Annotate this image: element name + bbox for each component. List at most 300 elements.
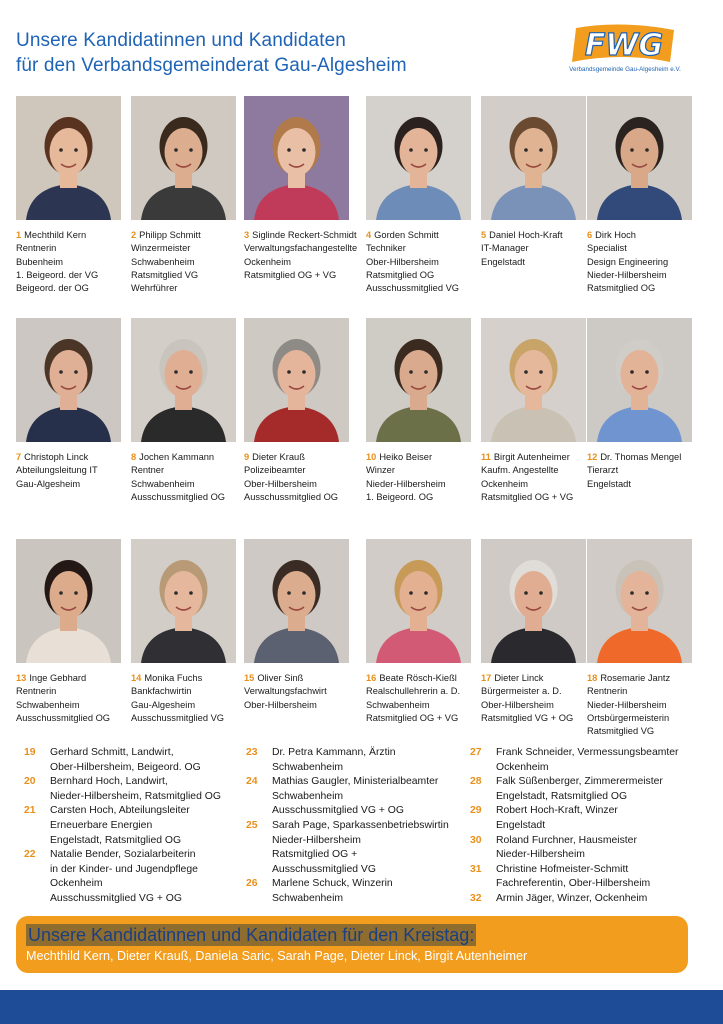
- candidate-detail-line: Bankfachwirtin: [131, 686, 192, 697]
- candidate-detail-line: Tierarzt: [587, 465, 619, 476]
- portrait-illustration: [366, 318, 471, 442]
- portrait-illustration: [131, 96, 236, 220]
- list-item-number: 32: [470, 892, 482, 904]
- portrait-illustration: [481, 96, 586, 220]
- candidate-detail-line: Nieder-Hilbersheim: [366, 478, 446, 489]
- list-item-line: Fachreferentin, Ober-Hilbersheim: [496, 878, 651, 890]
- candidate-number: 15: [244, 673, 255, 683]
- list-item: [24, 746, 244, 775]
- candidate-number: 7: [16, 452, 22, 462]
- candidate-info: [131, 672, 243, 725]
- list-item-number: 26: [246, 878, 258, 890]
- candidate-info: [587, 451, 699, 491]
- list-item-number: 24: [246, 776, 258, 788]
- candidate-photo: [366, 96, 471, 220]
- portrait-face: [278, 128, 316, 176]
- candidate-detail-line: Ober-Hilbersheim: [481, 699, 554, 710]
- portrait-face: [50, 350, 88, 398]
- list-item-number: 23: [246, 747, 258, 758]
- kreistag-names: Mechthild Kern, Dieter Krauß, Daniela Saric, Sarah Page, Dieter Linck, Birgit Autenheimer: [26, 949, 528, 963]
- list-item-number: 30: [470, 834, 482, 846]
- candidate-name-line: [244, 672, 356, 685]
- candidate-name: Rosemarie Jantz: [600, 673, 671, 683]
- candidate-info: [481, 229, 593, 269]
- list-item: [24, 848, 244, 906]
- portrait-face: [515, 350, 553, 398]
- candidate-name-line: [16, 229, 128, 242]
- candidate-card: [244, 318, 356, 504]
- portrait-eye-right: [74, 370, 78, 374]
- fwg-wordmark: FWG: [584, 28, 664, 63]
- candidate-detail-line: Wehrführer: [131, 283, 178, 294]
- page-title-line2: für den Verbandsgemeinderat Gau-Algesheim: [16, 55, 407, 76]
- portrait-illustration: [244, 318, 349, 442]
- candidate-name-line: [244, 451, 356, 464]
- portrait-eye-left: [59, 591, 63, 595]
- list-item-line: Bernhard Hoch, Landwirt,: [50, 776, 168, 788]
- portrait-illustration: [244, 96, 349, 220]
- candidate-detail-line: 1. Beigeord. OG: [366, 491, 434, 502]
- candidate-info: [244, 672, 356, 712]
- candidate-name: Daniel Hoch-Kraft: [489, 230, 563, 240]
- portrait-eye-left: [287, 148, 291, 152]
- portrait-face: [621, 128, 659, 176]
- page-title-line1: Unsere Kandidatinnen und Kandidaten: [16, 30, 346, 51]
- portrait-illustration: [244, 539, 349, 663]
- candidate-card: [587, 96, 699, 295]
- candidate-name: Dieter Krauß: [252, 452, 305, 462]
- portrait-eye-left: [174, 370, 178, 374]
- candidate-name-line: [587, 229, 699, 242]
- candidate-number: 3: [244, 230, 250, 240]
- candidate-number: 13: [16, 673, 27, 683]
- list-item-line: Sarah Page, Sparkassenbetriebswirtin: [272, 819, 449, 831]
- list-item-line: Schwabenheim: [272, 761, 344, 773]
- candidate-detail-line: Ober-Hilbersheim: [244, 478, 317, 489]
- candidate-name: Gorden Schmitt: [374, 230, 439, 240]
- portrait-eye-right: [189, 591, 193, 595]
- candidate-card: [131, 96, 243, 295]
- candidate-row: [16, 96, 696, 306]
- list-item-line: Mathias Gaugler, Ministerialbeamter: [272, 776, 439, 788]
- portrait-eye-left: [287, 591, 291, 595]
- portrait-illustration: [16, 96, 121, 220]
- candidate-detail-line: Abteilungsleitung IT: [16, 465, 98, 476]
- candidate-detail-line: Kaufm. Angestellte: [481, 465, 559, 476]
- portrait-face: [165, 350, 203, 398]
- candidate-name-line: [366, 229, 478, 242]
- candidate-photo: [481, 96, 586, 220]
- candidate-photo: [587, 539, 692, 663]
- candidate-card: [587, 539, 699, 738]
- candidate-detail-line: Ratsmitglied VG: [131, 269, 199, 280]
- portrait-eye-right: [74, 148, 78, 152]
- list-item-line: Carsten Hoch, Abteilungsleiter: [50, 805, 190, 817]
- candidate-detail-line: Rentner: [131, 465, 165, 476]
- candidate-detail-line: Ober-Hilbersheim: [366, 256, 439, 267]
- candidate-detail-line: Bubenheim: [16, 256, 64, 267]
- candidate-number: 16: [366, 673, 377, 683]
- list-item: [24, 775, 244, 804]
- list-item-line: Marlene Schuck, Winzerin: [272, 878, 393, 890]
- candidate-photo: [16, 318, 121, 442]
- portrait-illustration: [587, 318, 692, 442]
- portrait-face: [400, 128, 438, 176]
- candidate-detail-line: Ockenheim: [244, 256, 292, 267]
- page-title: [16, 28, 536, 78]
- candidate-card: [366, 318, 478, 504]
- candidate-photo: [481, 318, 586, 442]
- list-item-line: Ausschussmitglied VG + OG: [50, 892, 182, 904]
- candidate-name-line: [587, 451, 699, 464]
- candidate-number: 11: [481, 452, 491, 462]
- candidate-photo: [16, 96, 121, 220]
- list-item-line: in der Kinder- und Jugendpflege: [50, 863, 198, 875]
- candidate-name-line: [481, 451, 593, 464]
- candidate-detail-line: Rentnerin: [16, 243, 57, 254]
- candidate-card: [481, 318, 593, 504]
- portrait-eye-left: [59, 370, 63, 374]
- candidate-photo: [131, 539, 236, 663]
- candidate-detail-line: Polizeibeamter: [244, 465, 306, 476]
- candidate-detail-line: Ausschussmitglied OG: [16, 712, 111, 723]
- list-item-line: Nieder-Hilbersheim: [272, 834, 361, 846]
- portrait-face: [165, 128, 203, 176]
- candidate-name-line: [587, 672, 699, 685]
- portrait-face: [515, 571, 553, 619]
- candidate-row: [16, 539, 696, 749]
- list-item-line: Dr. Petra Kammann, Ärztin: [272, 747, 396, 758]
- candidate-detail-line: Engelstadt: [481, 256, 525, 267]
- list-item-line: Armin Jäger, Winzer, Ockenheim: [496, 892, 648, 904]
- candidate-detail-line: Gau-Algesheim: [131, 699, 196, 710]
- candidate-number: 17: [481, 673, 492, 683]
- candidate-photo: [244, 96, 349, 220]
- candidate-name: Beate Rösch-Kießl: [379, 673, 457, 683]
- candidate-detail-line: Techniker: [366, 243, 406, 254]
- candidate-detail-line: Ratsmitglied OG + VG: [481, 491, 574, 502]
- candidate-photo: [587, 96, 692, 220]
- list-item-line: Robert Hoch-Kraft, Winzer: [496, 805, 618, 817]
- list-item-line: Schwabenheim: [272, 790, 344, 802]
- candidate-detail-line: Schwabenheim: [131, 478, 195, 489]
- list-item-line: Engelstadt, Ratsmitglied OG: [50, 834, 182, 846]
- candidate-name-line: [16, 672, 128, 685]
- portrait-illustration: [481, 539, 586, 663]
- list-item: [470, 834, 700, 863]
- candidate-detail-line: Rentnerin: [587, 686, 628, 697]
- portrait-eye-left: [630, 148, 634, 152]
- candidate-card: [587, 318, 699, 491]
- candidate-detail-line: Design Engineering: [587, 256, 669, 267]
- candidate-number: 2: [131, 230, 137, 240]
- candidate-name-line: [131, 672, 243, 685]
- candidate-name-line: [366, 672, 478, 685]
- candidate-detail-line: Ratsmitglied OG + VG: [366, 712, 459, 723]
- candidate-detail-line: Gau-Algesheim: [16, 478, 81, 489]
- candidate-detail-line: Ober-Hilbersheim: [244, 699, 317, 710]
- portrait-eye-right: [302, 148, 306, 152]
- portrait-illustration: [16, 318, 121, 442]
- candidate-detail-line: Specialist: [587, 243, 627, 254]
- portrait-illustration: [366, 96, 471, 220]
- portrait-illustration: [131, 539, 236, 663]
- candidate-detail-line: Verwaltungsfachangestellte: [244, 243, 358, 254]
- candidate-number: 18: [587, 673, 598, 683]
- list-item-line: Frank Schneider, Vermessungsbeamter: [496, 747, 679, 758]
- candidate-name: Monika Fuchs: [144, 673, 203, 683]
- list-item: [470, 746, 700, 775]
- portrait-face: [50, 571, 88, 619]
- fwg-logo-mark: [570, 22, 678, 66]
- portrait-eye-left: [524, 370, 528, 374]
- list-item-line: Ockenheim: [496, 761, 549, 773]
- candidate-name-line: [131, 451, 243, 464]
- candidate-card: [366, 96, 478, 295]
- fwg-logo-subtitle: Verbandsgemeinde Gau-Algesheim e.V.: [569, 66, 681, 73]
- candidate-detail-line: Ratsmitglied OG: [587, 283, 656, 294]
- list-item-number: 21: [24, 805, 36, 817]
- candidate-number: 9: [244, 452, 250, 462]
- portrait-eye-left: [630, 591, 634, 595]
- portrait-eye-right: [189, 370, 193, 374]
- portrait-eye-right: [74, 591, 78, 595]
- candidate-name: Dr. Thomas Mengel: [600, 452, 682, 462]
- list-item-line: Ockenheim: [50, 878, 103, 890]
- candidate-info: [587, 229, 699, 295]
- candidate-photo: [131, 96, 236, 220]
- portrait-eye-left: [409, 148, 413, 152]
- portrait-eye-right: [645, 370, 649, 374]
- candidate-detail-line: Schwabenheim: [16, 699, 80, 710]
- candidate-photo: [244, 539, 349, 663]
- list-item-line: Nieder-Hilbersheim, Ratsmitglied OG: [50, 790, 221, 802]
- list-item: [470, 804, 700, 833]
- portrait-eye-right: [645, 591, 649, 595]
- candidate-detail-line: Ortsbürgermeisterin: [587, 712, 670, 723]
- candidate-detail-line: Ausschussmitglied OG: [131, 491, 226, 502]
- candidate-detail-line: 1. Beigeord. der VG: [16, 269, 99, 280]
- candidate-name: Inge Gebhard: [29, 673, 87, 683]
- candidate-card: [366, 539, 478, 725]
- portrait-illustration: [587, 539, 692, 663]
- candidate-info: [366, 451, 478, 504]
- candidate-name: Birgit Autenheimer: [493, 452, 570, 462]
- portrait-eye-right: [424, 148, 428, 152]
- candidate-photo: [244, 318, 349, 442]
- portrait-eye-right: [302, 370, 306, 374]
- candidate-name-line: [16, 451, 128, 464]
- candidate-card: [244, 96, 356, 282]
- candidate-card: [16, 318, 128, 491]
- candidate-info: [481, 451, 593, 504]
- candidate-detail-line: Ratsmitglied VG: [587, 726, 655, 737]
- candidate-info: [131, 451, 243, 504]
- candidate-detail-line: Nieder-Hilbersheim: [587, 699, 667, 710]
- candidate-detail-line: Winzermeister: [131, 243, 191, 254]
- list-item-line: Erneuerbare Energien: [50, 819, 153, 831]
- list-item-number: 25: [246, 819, 258, 831]
- list-item-line: Ratsmitglied OG +: [272, 849, 358, 861]
- candidate-info: [366, 672, 478, 725]
- list-item-line: Falk Süßenberger, Zimmerermeister: [496, 776, 663, 788]
- portrait-face: [278, 571, 316, 619]
- candidate-detail-line: Verwaltungsfachwirt: [244, 686, 327, 697]
- candidate-card: [131, 318, 243, 504]
- candidate-detail-line: Ausschussmitglied OG: [244, 491, 339, 502]
- list-item-line: Christine Hofmeister-Schmitt: [496, 863, 629, 875]
- candidate-detail-line: Ausschussmitglied VG: [366, 283, 460, 294]
- candidate-detail-line: IT-Manager: [481, 243, 529, 254]
- candidate-number: 14: [131, 673, 142, 683]
- fwg-logo: [566, 22, 684, 78]
- candidate-number: 4: [366, 230, 372, 240]
- candidate-detail-line: Beigeord. der OG: [16, 283, 89, 294]
- candidate-name-line: [481, 229, 593, 242]
- candidate-info: [244, 229, 356, 282]
- list-item-number: 29: [470, 805, 482, 817]
- candidate-photo: [481, 539, 586, 663]
- candidate-name: Heiko Beiser: [379, 452, 433, 462]
- candidate-card: [481, 96, 593, 269]
- candidate-detail-line: Rentnerin: [16, 686, 57, 697]
- candidate-list-column-2: [246, 746, 470, 907]
- portrait-face: [400, 350, 438, 398]
- list-item-line: Gerhard Schmitt, Landwirt,: [50, 747, 174, 758]
- portrait-eye-left: [409, 370, 413, 374]
- portrait-illustration: [131, 318, 236, 442]
- candidate-detail-line: Ausschussmitglied VG: [131, 712, 225, 723]
- candidate-detail-line: Schwabenheim: [366, 699, 430, 710]
- candidate-number: 1: [16, 230, 22, 240]
- portrait-eye-left: [524, 148, 528, 152]
- candidate-detail-line: Winzer: [366, 465, 395, 476]
- kreistag-box: [16, 916, 688, 973]
- candidate-name: Christoph Linck: [24, 452, 89, 462]
- candidate-name-line: [244, 229, 356, 242]
- portrait-eye-left: [287, 370, 291, 374]
- candidate-row: [16, 318, 696, 528]
- candidate-card: [481, 539, 593, 725]
- list-item: [246, 746, 470, 775]
- candidate-list-column-3: [470, 746, 700, 907]
- list-item: [246, 877, 470, 906]
- list-item-line: Engelstadt, Ratsmitglied OG: [496, 790, 628, 802]
- candidate-name: Dirk Hoch: [595, 230, 636, 240]
- candidate-card: [16, 539, 128, 725]
- candidate-info: [131, 229, 243, 295]
- candidate-info: [244, 451, 356, 504]
- portrait-face: [165, 571, 203, 619]
- list-item-line: Ober-Hilbersheim, Beigeord. OG: [50, 761, 201, 773]
- portrait-eye-right: [302, 591, 306, 595]
- list-item-number: 20: [24, 776, 36, 788]
- candidate-info: [587, 672, 699, 738]
- candidate-photo: [366, 539, 471, 663]
- portrait-face: [278, 350, 316, 398]
- list-item-line: Roland Furchner, Hausmeister: [496, 834, 637, 846]
- portrait-eye-left: [409, 591, 413, 595]
- portrait-illustration: [481, 318, 586, 442]
- portrait-eye-right: [645, 148, 649, 152]
- portrait-face: [400, 571, 438, 619]
- candidate-name: Dieter Linck: [494, 673, 544, 683]
- portrait-illustration: [366, 539, 471, 663]
- candidate-card: [244, 539, 356, 712]
- list-item: [470, 775, 700, 804]
- portrait-face: [621, 350, 659, 398]
- candidate-name-line: [366, 451, 478, 464]
- portrait-eye-left: [174, 148, 178, 152]
- candidate-info: [16, 451, 128, 491]
- candidate-card: [131, 539, 243, 725]
- footer-bar: [0, 990, 723, 1024]
- portrait-eye-right: [424, 370, 428, 374]
- candidate-number: 6: [587, 230, 593, 240]
- candidate-name-line: [481, 672, 593, 685]
- candidate-info: [481, 672, 593, 725]
- candidate-name-line: [131, 229, 243, 242]
- candidate-detail-line: Bürgermeister a. D.: [481, 686, 562, 697]
- candidate-info: [16, 672, 128, 725]
- candidate-list-column-1: [24, 746, 244, 907]
- candidate-name: Jochen Kammann: [139, 452, 215, 462]
- list-item: [470, 892, 700, 907]
- portrait-eye-right: [539, 591, 543, 595]
- portrait-illustration: [16, 539, 121, 663]
- portrait-illustration: [587, 96, 692, 220]
- portrait-face: [621, 571, 659, 619]
- candidate-name: Philipp Schmitt: [139, 230, 201, 240]
- portrait-eye-right: [539, 148, 543, 152]
- portrait-eye-left: [630, 370, 634, 374]
- portrait-eye-right: [539, 370, 543, 374]
- list-item-line: Natalie Bender, Sozialarbeiterin: [50, 849, 196, 861]
- list-item-number: 31: [470, 863, 482, 875]
- portrait-eye-right: [189, 148, 193, 152]
- list-item-number: 22: [24, 849, 36, 861]
- list-item: [246, 819, 470, 877]
- candidate-card: [16, 96, 128, 295]
- candidate-photo: [366, 318, 471, 442]
- candidate-detail-line: Ratsmitglied VG + OG: [481, 712, 574, 723]
- portrait-eye-right: [424, 591, 428, 595]
- list-item: [24, 804, 244, 848]
- portrait-eye-left: [174, 591, 178, 595]
- list-item-number: 19: [24, 747, 36, 758]
- candidate-detail-line: Ratsmitglied OG: [366, 269, 435, 280]
- candidate-name: Mechthild Kern: [24, 230, 87, 240]
- candidate-detail-line: Engelstadt: [587, 478, 631, 489]
- candidate-number: 5: [481, 230, 487, 240]
- candidate-name: Siglinde Reckert-Schmidt: [252, 230, 357, 240]
- candidate-photo: [16, 539, 121, 663]
- kreistag-title-text: Unsere Kandidatinnen und Kandidaten für den Kreistag:: [28, 925, 475, 945]
- portrait-face: [515, 128, 553, 176]
- candidate-info: [366, 229, 478, 295]
- candidate-photo: [587, 318, 692, 442]
- list-item-line: Schwabenheim: [272, 892, 344, 904]
- candidate-number: 12: [587, 452, 598, 462]
- list-item-line: Nieder-Hilbersheim: [496, 849, 585, 861]
- list-item-line: Engelstadt: [496, 819, 546, 831]
- list-item: [246, 775, 470, 819]
- candidate-number: 10: [366, 452, 377, 462]
- list-item-line: Ausschussmitglied VG: [272, 863, 376, 875]
- list-item-line: Ausschussmitglied VG + OG: [272, 805, 404, 817]
- candidate-photo: [131, 318, 236, 442]
- candidate-detail-line: Ratsmitglied OG + VG: [244, 269, 337, 280]
